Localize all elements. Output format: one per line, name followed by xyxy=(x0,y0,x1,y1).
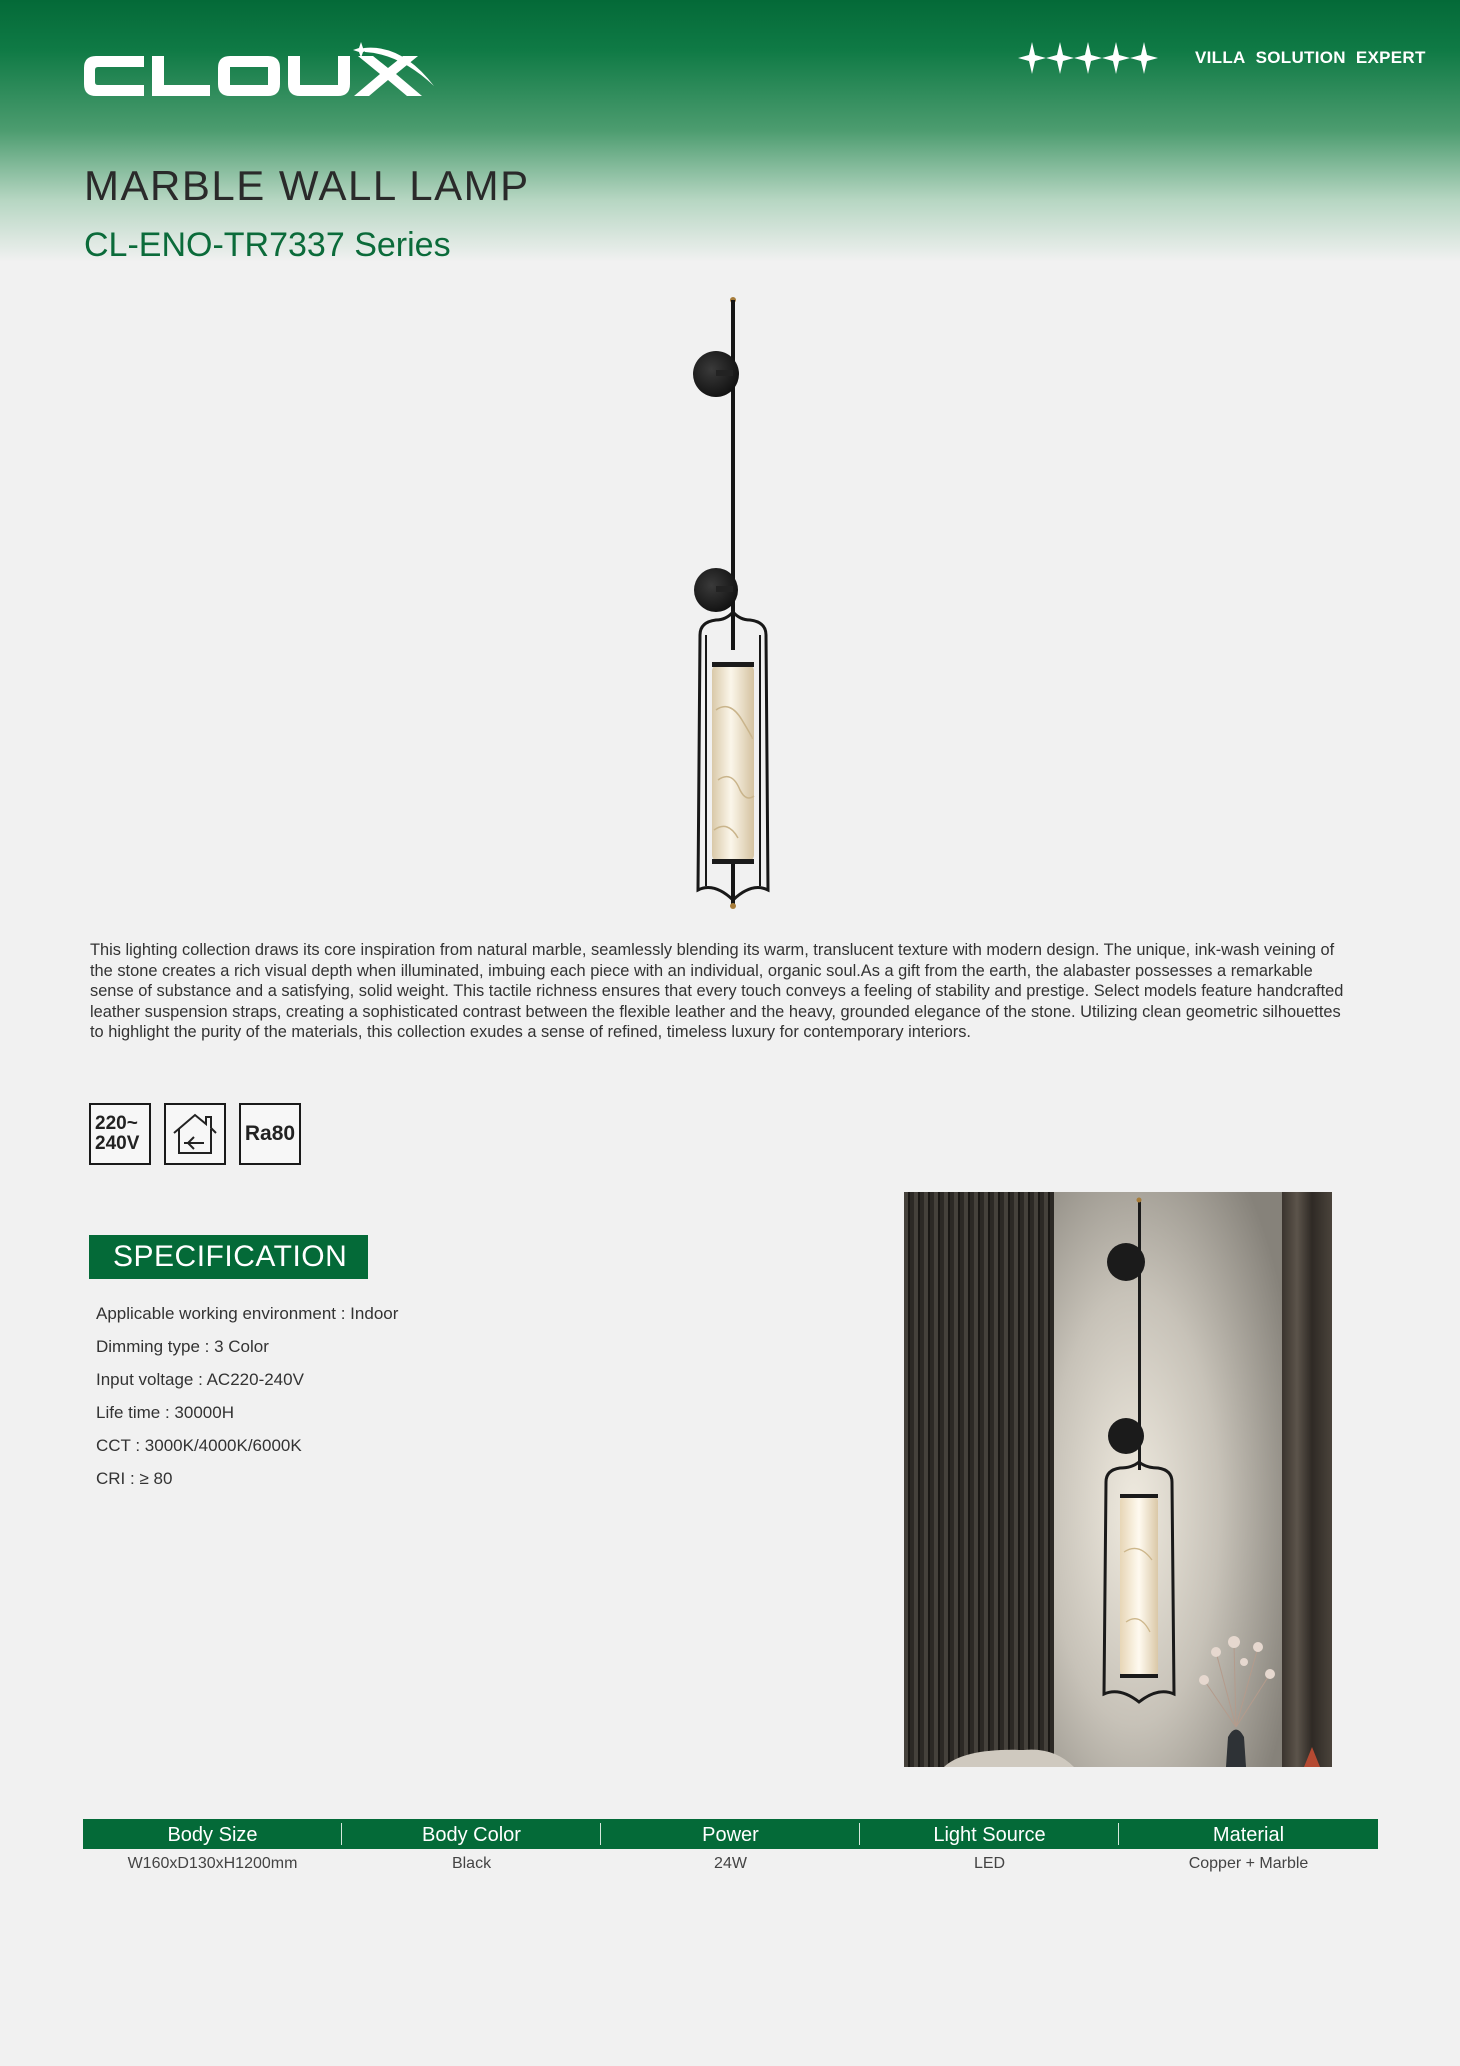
spec-item: Life time : 30000H xyxy=(96,1403,234,1422)
table-row xyxy=(83,1849,1378,1877)
brand-tagline xyxy=(1195,48,1426,72)
spec-item: CCT : 3000K/4000K/6000K xyxy=(96,1436,302,1455)
table-cell-power: 24W xyxy=(714,1855,747,1872)
specification-list xyxy=(96,1300,398,1498)
cri-badge: Ra80 xyxy=(239,1103,301,1165)
tagline-word: EXPERT xyxy=(1355,48,1426,67)
tagline-word: VILLA xyxy=(1195,48,1246,67)
spec-item: Input voltage : AC220-240V xyxy=(96,1370,304,1389)
indoor-house-icon xyxy=(164,1103,226,1165)
spec-item: CRI : ≥ 80 xyxy=(96,1469,173,1488)
interior-scene-photo xyxy=(904,1192,1332,1767)
five-star-rating-icon xyxy=(1018,38,1160,78)
voltage-line: 220~ xyxy=(95,1113,138,1134)
spec-item: Dimming type : 3 Color xyxy=(96,1337,269,1356)
cloux-logo xyxy=(82,40,437,104)
product-series: CL-ENO-TR7337 Series xyxy=(84,226,451,264)
product-description: This lighting collection draws its core inspiration from natural marble, seamlessly blending its warm, translucent texture with modern design. The unique, ink-wash veining of the stone creates a rich visual depth when illuminated, imbuing each piece with an individual, organic soul.As a gift from the earth, the alabaster possesses a remarkable sense of substance and a satisfying, solid weight. This tactile richness ensures that every touch conveys a feeling of stability and prestige. Select models feature handcrafted leather suspension straps, creating a sophisticated contrast between the flexible leather and the heavy, grounded elegance of the stone. Utilizing clean geometric silhouettes to highlight the purity of the materials, this collection exudes a sense of refined, timeless luxury for contemporary interiors. xyxy=(90,941,1344,1042)
specification-table xyxy=(83,1819,1378,1877)
table-header-body-size: Body Size xyxy=(83,1819,342,1849)
spec-item: Applicable working environment : Indoor xyxy=(96,1304,399,1323)
table-header-row xyxy=(83,1819,1378,1849)
voltage-badge xyxy=(89,1103,151,1165)
table-header-light-source: Light Source xyxy=(860,1819,1119,1849)
lamp-product-image xyxy=(670,290,810,920)
table-cell-material: Copper + Marble xyxy=(1188,1855,1309,1872)
table-cell-light-source: LED xyxy=(973,1855,1006,1872)
voltage-line: 240V xyxy=(95,1133,140,1154)
specification-title: SPECIFICATION xyxy=(89,1235,368,1279)
table-header-material: Material xyxy=(1212,1824,1285,1846)
table-cell-body-color: Black xyxy=(451,1855,492,1872)
product-title: MARBLE WALL LAMP xyxy=(84,162,530,209)
table-header-power: Power xyxy=(601,1819,860,1849)
table-header-body-color: Body Color xyxy=(342,1819,601,1849)
table-cell-body-size: W160xD130xH1200mm xyxy=(127,1855,298,1872)
tagline-word: SOLUTION xyxy=(1255,48,1346,67)
